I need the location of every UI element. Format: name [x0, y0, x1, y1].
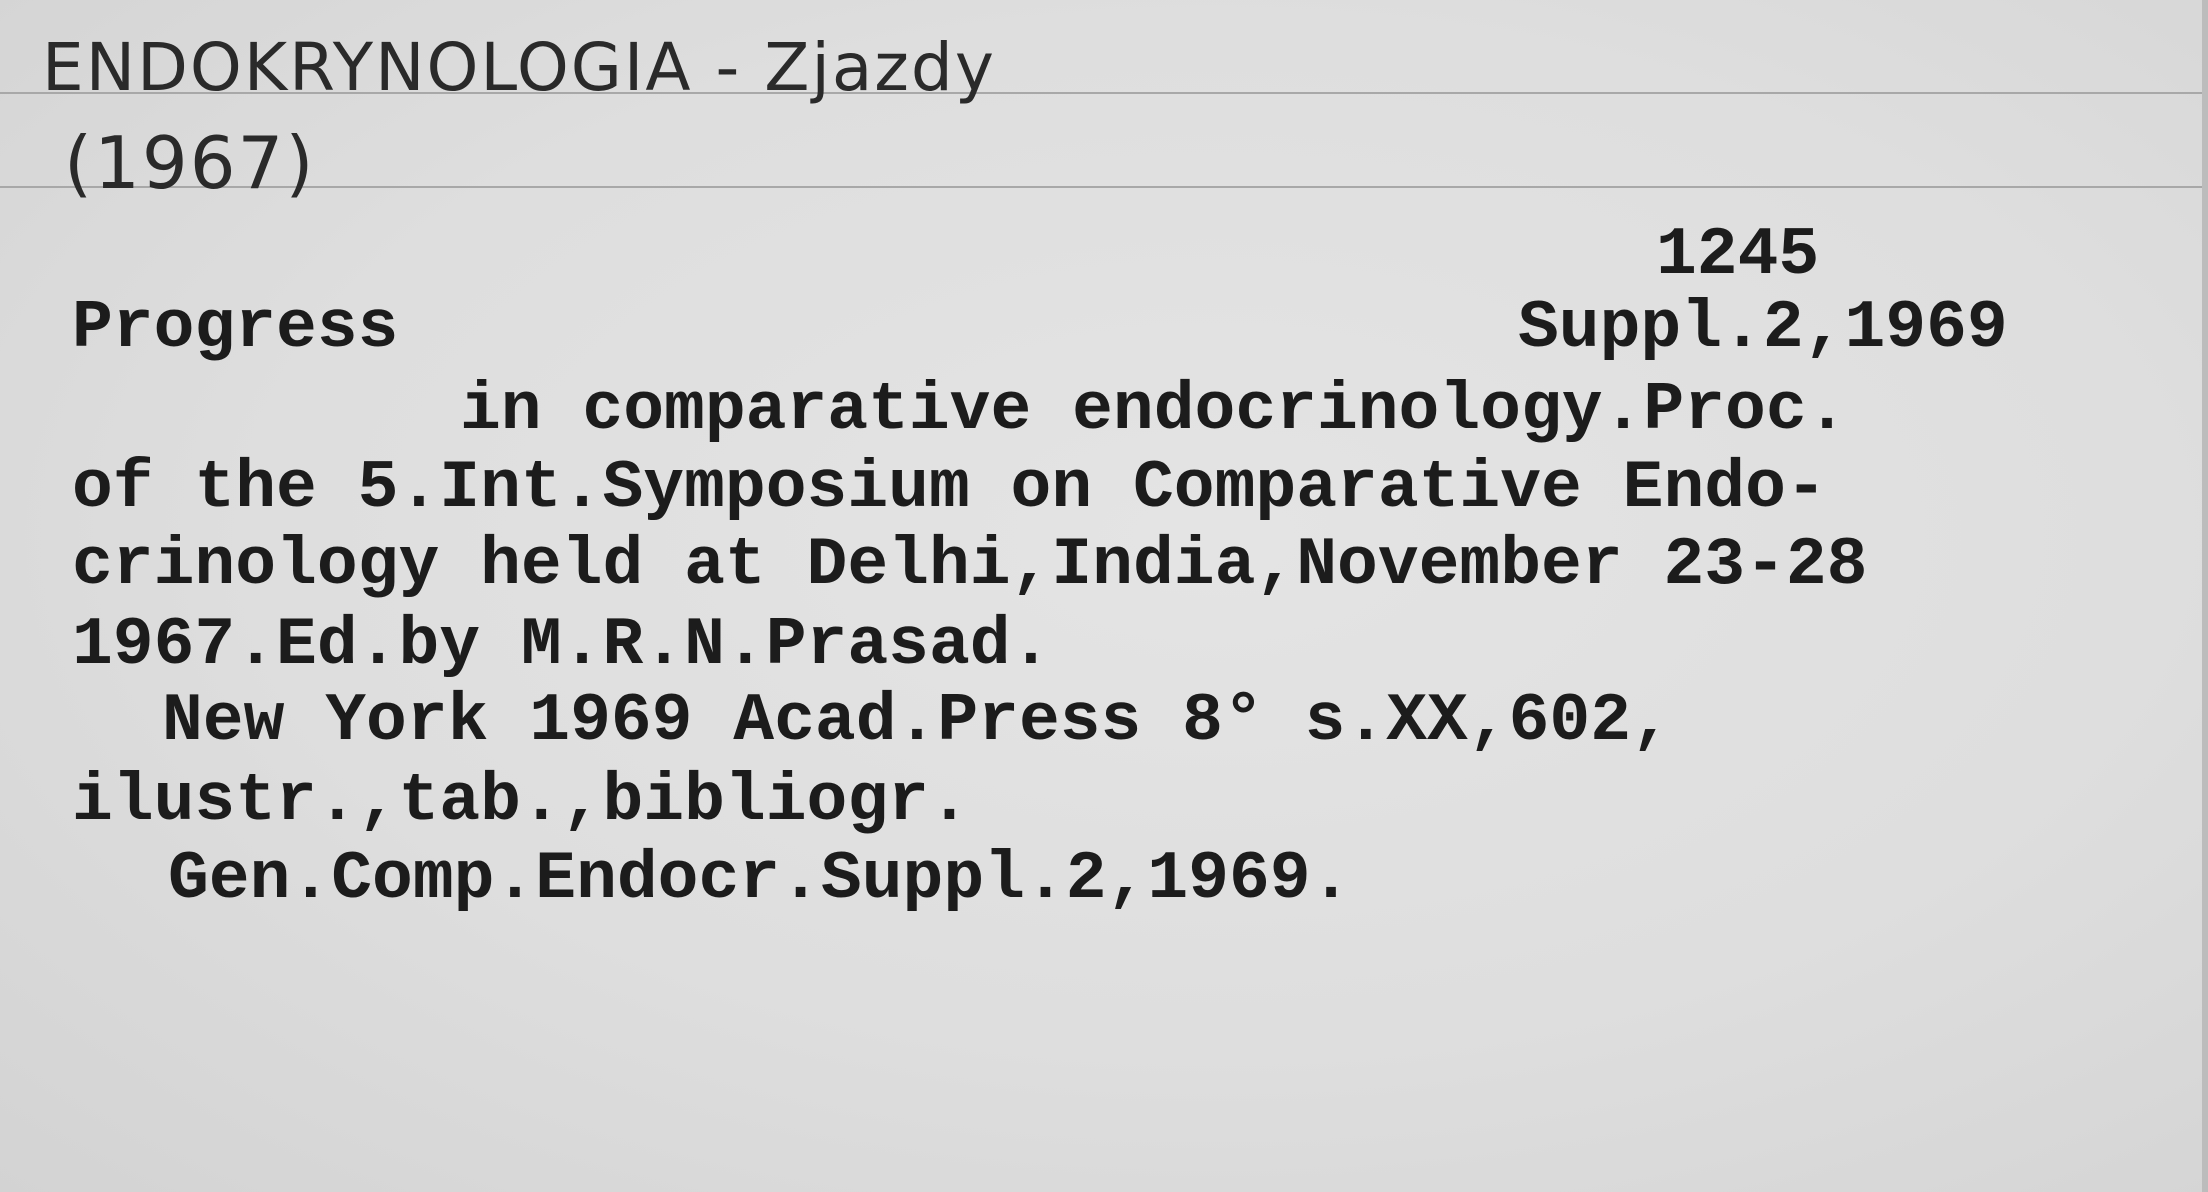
series-note: Suppl.2,1969: [1518, 290, 2008, 367]
physical-description-line: ilustr.,tab.,bibliogr.: [72, 763, 970, 840]
card-edge: [2202, 0, 2208, 1192]
subject-year: (1967): [64, 121, 316, 205]
description-line-4: 1967.Ed.by M.R.N.Prasad.: [72, 607, 1052, 684]
series-statement-line: Gen.Comp.Endocr.Suppl.2,1969.: [168, 841, 1352, 918]
description-line-2: of the 5.Int.Symposium on Comparative Endo-: [72, 450, 1827, 527]
subject-heading: ENDOKRYNOLOGIA - Zjazdy: [42, 29, 996, 106]
title-start: Progress: [72, 290, 399, 367]
catalog-number: 1245: [1656, 217, 1820, 294]
description-line-3: crinology held at Delhi,India,November 23-28: [72, 527, 1868, 604]
header-rule-bottom: [0, 186, 2208, 188]
description-line-1: in comparative endocrinology.Proc.: [460, 372, 1848, 449]
imprint-line: New York 1969 Acad.Press 8° s.XX,602,: [162, 683, 1672, 760]
